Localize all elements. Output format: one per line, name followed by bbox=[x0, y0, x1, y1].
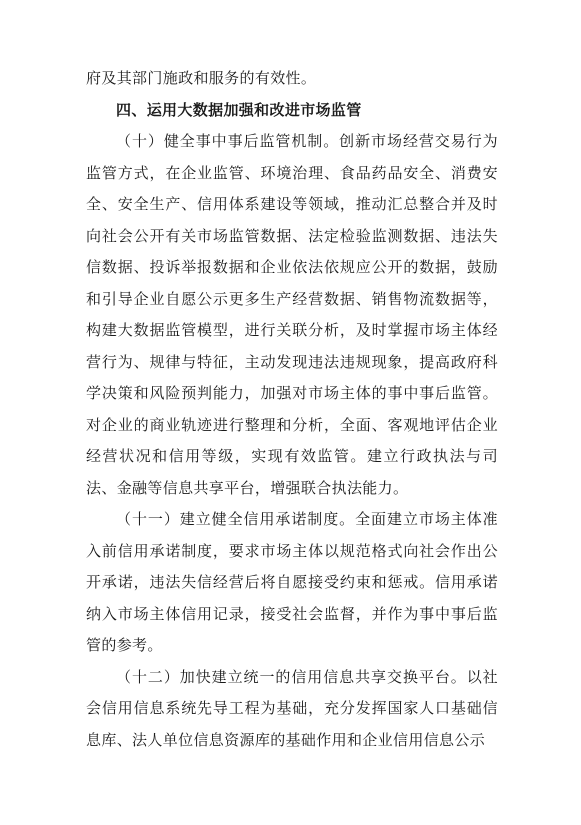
paragraph-11: （十一）建立健全信用承诺制度。全面建立市场主体准入前信用承诺制度，要求市场主体以规范格式向社会作出公开承诺，违法失信经营后将自愿接受约束和惩戒。信用承诺纳入市场主体信用记录，接受社会监督，并作为事中事后监管的参考。 bbox=[86, 510, 498, 654]
continuation-paragraph: 府及其部门施政和服务的有效性。 bbox=[86, 69, 317, 87]
paragraph-12: （十二）加快建立统一的信用信息共享交换平台。以社会信用信息系统先导工程为基础，充分发挥国家人口基础信息库、法人单位信息资源库的基础作用和企业信用信息公示 bbox=[86, 667, 498, 749]
paragraph-10: （十）健全事中事后监管机制。创新市场经营交易行为监管方式，在企业监管、环境治理、食品药品安全、消费安全、安全生产、信用体系建设等领域，推动汇总整合并及时向社会公开有关市场监管数据、法定检验监测数据、违法失信数据、投诉举报数据和企业依法依规应公开的数据，鼓励和引导企业自愿公示更多生产经营数据、销售物流数据等，构建大数据监管模型，进行关联分析，及时掌握市场主体经营行为、规律与特征，主动发现违法违规现象，提高政府科学决策和风险预判能力，加强对市场主体的事中事后监管。对企业的商业轨迹进行整理和分析，全面、客观地评估企业经营状况和信用等级，实现有效监管。建立行政执法与司法、金融等信息共享平台，增强联合执法能力。 bbox=[86, 132, 498, 497]
document-body bbox=[86, 63, 498, 756]
section-heading: 四、运用大数据加强和改进市场监管 bbox=[116, 100, 362, 119]
